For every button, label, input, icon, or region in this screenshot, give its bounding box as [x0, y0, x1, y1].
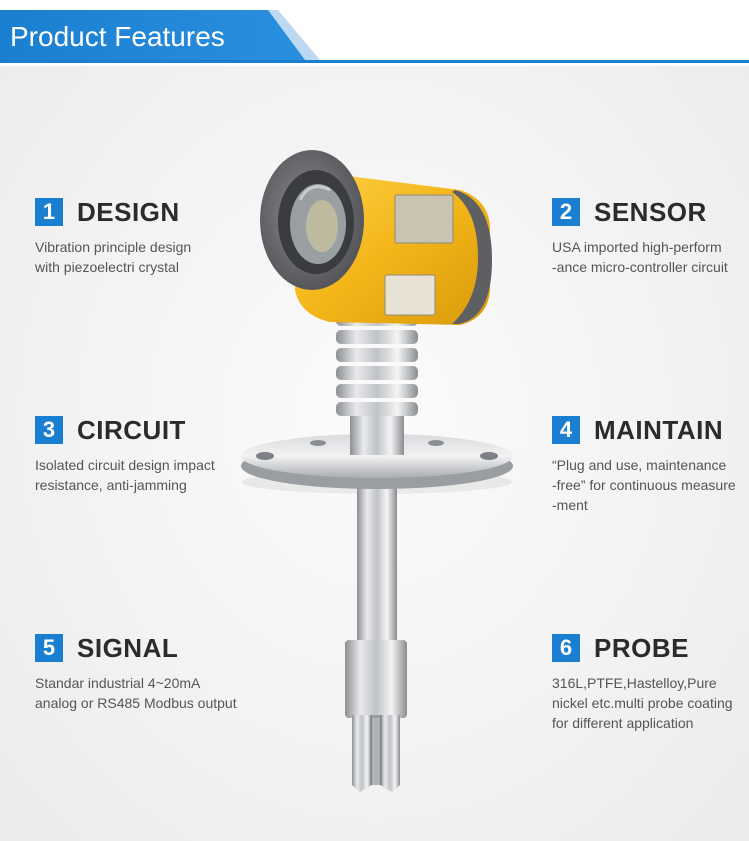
feature-number-badge: 1 — [35, 198, 63, 226]
feature-line: resistance, anti-jamming — [35, 477, 187, 493]
fork-tine-left — [352, 715, 372, 792]
feature-line: “Plug and use, maintenance — [552, 457, 727, 473]
feature-line: -ment — [552, 497, 588, 513]
feature-title: MAINTAIN — [594, 414, 724, 445]
feature-number-badge: 2 — [552, 198, 580, 226]
feature-number-badge: 5 — [35, 634, 63, 662]
feature-title: PROBE — [594, 632, 689, 663]
flange-hole — [428, 440, 444, 446]
heat-sink-fins — [336, 312, 418, 416]
feature-title: SENSOR — [594, 196, 707, 227]
probe-rod — [357, 470, 397, 645]
display-glass — [306, 200, 338, 252]
feature-design — [35, 197, 245, 277]
feature-line: -ance micro-controller circuit — [552, 259, 728, 275]
nameplate-bottom — [385, 275, 435, 315]
section-title: Product Features — [10, 21, 225, 52]
neck — [350, 415, 404, 455]
probe-collar — [345, 640, 407, 718]
feature-number-badge: 4 — [552, 416, 580, 444]
feature-description — [35, 237, 245, 277]
fork-tine-right — [380, 715, 400, 792]
feature-description — [552, 455, 749, 515]
feature-description — [552, 673, 749, 733]
feature-circuit — [35, 415, 245, 495]
feature-line: USA imported high-perform — [552, 239, 722, 255]
feature-line: with piezoelectri crystal — [35, 259, 179, 275]
feature-sensor — [552, 197, 749, 277]
feature-description — [35, 455, 245, 495]
feature-number-badge: 6 — [552, 634, 580, 662]
feature-line: Vibration principle design — [35, 239, 192, 255]
feature-line: 316L,PTFE,Hastelloy,Pure — [552, 675, 717, 691]
feature-line: Standar industrial 4~20mA — [35, 675, 201, 691]
feature-title: SIGNAL — [77, 632, 179, 663]
feature-line: Isolated circuit design impact — [35, 457, 215, 473]
feature-probe — [552, 633, 749, 733]
feature-title: DESIGN — [77, 196, 180, 227]
flange-hole — [256, 452, 274, 460]
flange-hole — [310, 440, 326, 446]
feature-line: -free” for continuous measure — [552, 477, 736, 493]
feature-line: nickel etc.multi probe coating — [552, 695, 733, 711]
feature-description — [552, 237, 749, 277]
feature-number-badge: 3 — [35, 416, 63, 444]
feature-maintain — [552, 415, 749, 515]
feature-line: for different application — [552, 715, 694, 731]
nameplate-top — [395, 195, 453, 243]
feature-line: analog or RS485 Modbus output — [35, 695, 237, 711]
feature-signal — [35, 633, 245, 713]
feature-title: CIRCUIT — [77, 414, 186, 445]
flange-hole — [480, 452, 498, 460]
feature-description — [35, 673, 245, 713]
